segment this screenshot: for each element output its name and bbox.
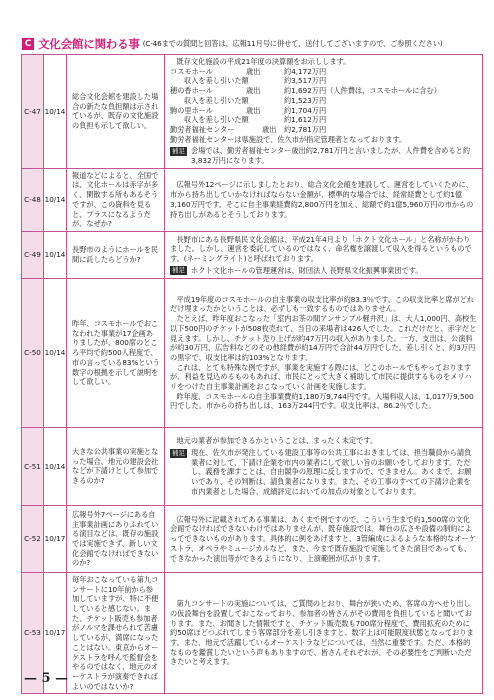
budget-subline: [170, 96, 477, 106]
budget-subline: [170, 76, 477, 86]
row-number: C-53: [22, 572, 44, 693]
row-number: C-50: [22, 278, 44, 427]
page-number: — 5 —: [24, 671, 69, 686]
row-date: 10/17: [44, 505, 67, 572]
answer-paragraph: これは、とても特殊な例ですが、事業を実施する際には、どこのホールでもやっておりますが、利益を見込めるものもあれば、市民にとって大きく補助して市民に提供するものをメリハリをつけた自主事業計画をおこなっていく計画を実施します。: [170, 362, 472, 392]
answer-text: 勤労者福祉センターは県施設で、佐久市が指定管理者となっております。: [170, 134, 407, 144]
answer-paragraph: 平成19年度のコスモホールの自主事業の収支比率が約83.3％です。この収支比率と席がどれだけ埋まったかということは、必ずしも一致するものではありません。: [170, 294, 475, 314]
note-badge: 補足: [172, 266, 185, 275]
budget-label: 歳出: [246, 105, 261, 115]
answer-cell: [165, 278, 483, 427]
answer-text: 第九コンサートの実施については、ご質問のとおり、舞台が狭いため、客席の方へせり出しの仮設舞台を設置しておこなっており、参加者の皆さんがその費用を負担していると聞いております。また、お聞きした情報ですと、チケット販売数も700席分程度で、費用拡充のために約50席ほどつぶれてしまう客席部分を差し引きますと、数字上は可能限度状態となっております。また、地元で活躍しているオーケストラなどについては、当然に重要です。ただ、本格的なものを鑑賞したいという声もありますので、皆さんそれぞれが、その必要性をご判断いただきたいと考えます。: [170, 599, 474, 667]
question-cell: [67, 168, 165, 231]
question-text: 報道などによると、全国では、文化ホールは赤字が多く、閑散する所もあるそうですが、この資料を見ると、プラスになるようだが、なぜか?: [72, 170, 159, 229]
answer-paragraph: たとえば、昨年度おこなった「室内お茶の間アンサンブル軽井沢」は、大人1,000円、高校生以下500円のチケットが508枚売れて、当日の来場者は426人でした。これだけだと、赤字だと見えます。しかし、チケット売り上げが約47万円の収入がありました。一方、支出は、公演料が約30万円、広告料などのその他経費が約14万円で合計44万円でした。差し引くと、約3万円の黒字で、収支比率は約103%となります。: [170, 314, 477, 362]
answer-text: 広報号外に記載されてある事業は、あくまで例ですので、こういう生まで約1,500席の文化会館でなければできないわけではありませんが、既存施設では、舞台の広さや設備の制約によってできないものがあります。具体的に例をあげますと、3管編成によるような本格的なオーケストラ、オペラやミュージカルなど、また、今まで既存施設で実施してきた演目であっても、できなかった演出等ができるようになり、上演範囲が広がります。: [170, 514, 476, 563]
row-number: C-51: [22, 427, 44, 505]
answer-cell: [165, 427, 483, 505]
answer-text: 地元の業者が参加できるかということは、まったく未定です。: [176, 436, 378, 446]
table-row: [22, 168, 483, 231]
row-date: 10/17: [44, 572, 67, 693]
answer-text: 長野市にある長野県民文化会館は、平成21年4月より「ホクト文化ホール」と名称がかわりました。しかし、運営を委託しているのではなく、命名権を譲渡して収入を得るというものです。(ネーミングライト)と呼ばれております。: [170, 234, 472, 263]
answer-paragraph: 昨年度、コスモホールの自主事業費約1,180万9,744円です。入場料収入は、1,017万9,500円でした。市からの持ち出しは、163万244円です。収支比率は、86.2％でした。: [170, 391, 474, 411]
budget-amount: 約2,781万円: [284, 124, 327, 134]
answer-cell: [165, 168, 483, 231]
budget-subline: [170, 115, 477, 125]
question-cell: [67, 505, 165, 572]
budget-line: [170, 106, 477, 116]
note-block: [170, 448, 477, 497]
table-row: [22, 427, 483, 505]
question-text: 長野市のようにホールを民間に託したらどうか?: [72, 245, 159, 264]
row-number: C-48: [22, 168, 44, 231]
note-badge: 補足: [172, 146, 185, 155]
budget-amount: 約4,172万円: [284, 66, 327, 76]
section-badge: C: [22, 38, 34, 50]
budget-line: [170, 125, 477, 135]
budget-amount: 約1,704万円: [284, 105, 327, 115]
table-row: [22, 231, 483, 278]
question-text: 大きな公共事業の実施となった場合、地元の建設会社などが下請けとして参加できるのか?: [72, 447, 159, 486]
facility-name: 駒の里ホール: [170, 105, 213, 115]
budget-label: 歳出: [262, 124, 277, 134]
net-label: 収入を差し引いた額: [184, 115, 249, 125]
note-badge: 補足: [172, 448, 185, 457]
question-cell: [67, 231, 165, 278]
row-date: 10/14: [44, 168, 67, 231]
section-subtitle: (C-46までの質問と回答は、広報11月号に併せて、送付してございますので、ご参照ください): [142, 39, 443, 48]
net-amount: 約3,517万円: [284, 76, 327, 86]
table-row: [22, 278, 483, 427]
question-cell: [67, 55, 165, 169]
section-heading: 文化会館に関わる事: [38, 37, 140, 51]
answer-cell: [165, 55, 483, 169]
row-date: 10/14: [44, 55, 67, 169]
note-text: 現在、佐久市が発注している建設工事等の公共工事におきましては、担当職員から請負業者に対して、下請け企業を市内の業者にして欲しい旨のお願いをしております。ただし、義務を課すことは、自由競争の原理に反しますので、できません。あくまで、お願いであり、その判断は、請負業者になります。また、その工事のすべての下請け企業を市内業者とした場合、成績評定においての加点の対象としております。: [191, 448, 472, 496]
section-title: [22, 37, 482, 51]
net-label: 収入を差し引いた額: [184, 76, 249, 86]
answer-cell: [165, 572, 483, 693]
question-cell: [67, 427, 165, 505]
question-cell: [67, 572, 165, 693]
budget-line: [170, 86, 477, 96]
budget-label: 歳出: [246, 66, 261, 76]
answer-cell: [165, 231, 483, 278]
net-amount: 約1,523万円: [284, 95, 327, 105]
facility-name: 勤労者福祉センター: [170, 124, 235, 134]
facility-name: コスモホール: [170, 66, 213, 76]
question-text: 広報号外7ページにある自主事業計画にありふれている演目などは、既存の施設では実施できず、新しい文化会館でなければできないのか?: [72, 509, 159, 568]
row-date: 10/14: [44, 231, 67, 278]
table-row: [22, 55, 483, 169]
answer-text: 広報号外12ページに示しましたとおり、総合文化会館を建設して、運営をしていくために、市から持ち出していかなければならない金額が、標準的な場合では、経常経費として約1億3,160万円です。そこに自主事業経費約2,800万円を加え、総額で約1億5,960万円の市からの持ち出しがあるとそうしております。: [170, 180, 474, 219]
note-block: [170, 266, 477, 276]
question-cell: [67, 278, 165, 427]
net-label: 収入を差し引いた額: [184, 95, 249, 105]
note-text: 会場では、勤労者福祉センター歳出約2,781万円と言いましたが、人件費を含めると約3,832万円になります。: [191, 146, 471, 166]
budget-amount: 約1,692万円（人件費は、コスモホールに含む）: [284, 86, 441, 96]
note-text: ホクト文化ホールの管理運営は、財団法人 長野県文化振興事業団です。: [191, 265, 423, 275]
row-date: 10/14: [44, 427, 67, 505]
facility-name: 穂の香ホール: [170, 86, 213, 96]
row-number: C-47: [22, 55, 44, 169]
table-row: [22, 572, 483, 693]
note-block: [170, 146, 477, 165]
row-date: 10/14: [44, 278, 67, 427]
budget-line: [170, 67, 477, 77]
answer-intro: 既存文化施設の平成21年度の決算額をお示しします。: [176, 57, 351, 66]
row-number: C-49: [22, 231, 44, 278]
row-number: C-52: [22, 505, 44, 572]
budget-label: 歳出: [246, 86, 261, 96]
question-text: 毎年おこなっている第九コンサートに10年前から参加していますが、特に不便していると感じない。また、チケット販売も参加者がノルマを課せられて苦慮しているが、満席になったことはない。東京からオーケストラを呼んで監督会をやるのではなく、地元のオーケストラが演奏できればよいのではないか?: [72, 574, 159, 691]
qa-table: [21, 54, 483, 694]
question-text: 総合文化会館を建設した場合の新たな負担額は示されているが、既存の文化施設の負担も示して欲しい。: [72, 91, 159, 131]
net-amount: 約1,612万円: [284, 115, 327, 125]
answer-cell: [165, 505, 483, 572]
question-text: 昨年、コスモホールでおこなわれた事業が17企画ありましたが、800席のところ平均で約500人程度で、市の言っている83%という数字の根拠を示して説明をして欲しい。: [72, 318, 160, 387]
table-row: [22, 505, 483, 572]
